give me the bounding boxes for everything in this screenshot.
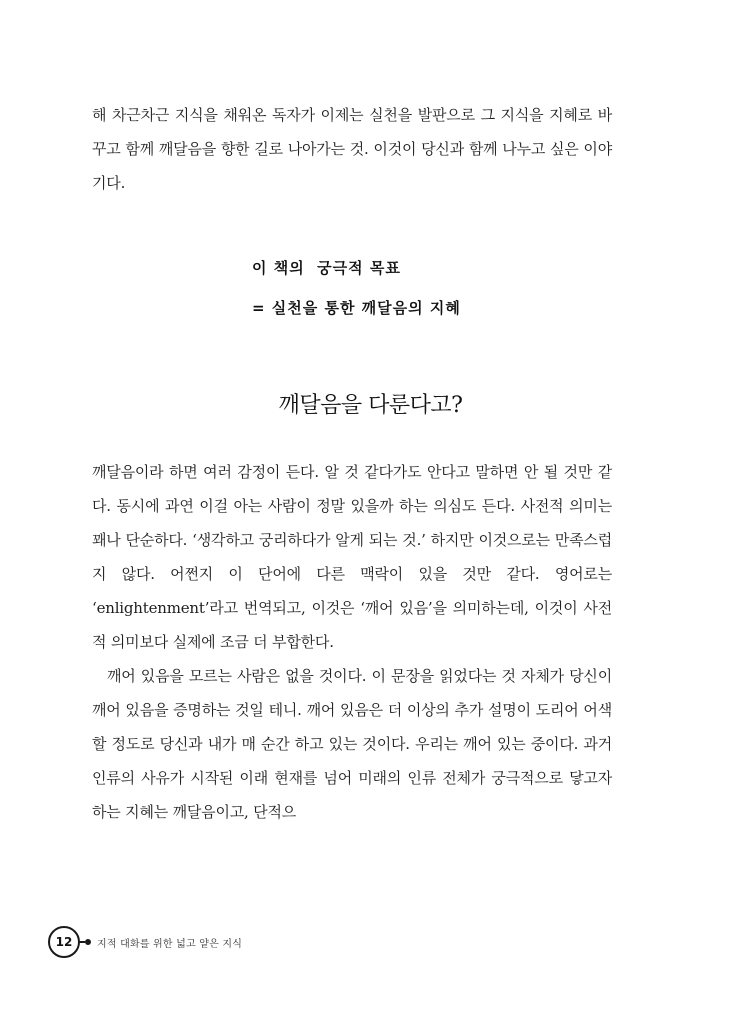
- connector-dot-icon: [85, 939, 91, 945]
- page-footer: [48, 926, 242, 958]
- goal-highlight-box: [252, 248, 461, 328]
- page-number: 12: [55, 935, 73, 949]
- running-book-title: 지적 대화를 위한 넓고 얕은 지식: [97, 938, 243, 950]
- footer-connector-icon: [79, 939, 91, 945]
- intro-paragraph: 해 차근차근 지식을 채워온 독자가 이제는 실천을 발판으로 그 지식을 지혜로 바꾸고 함께 깨달음을 향한 길로 나아가는 것. 이것이 당신과 함께 나누고 싶은 이야기다.: [92, 106, 612, 192]
- section-text-block: [92, 455, 612, 829]
- intro-text-block: [92, 98, 612, 200]
- section-paragraph-2: 깨어 있음을 모르는 사람은 없을 것이다. 이 문장을 읽었다는 것 자체가 당신이 깨어 있음을 증명하는 것일 테니. 깨어 있음은 더 이상의 추가 설명이 도리어 어색할 정도로 당신과 내가 매 순간 하고 있는 것이다. 우리는 깨어 있는 중이다. 과거 인류의 사유가 시작된 이래 현재를 넘어 미래의 인류 전체가 궁극적으로 닿고자 하는 지혜는 깨달음이고, 단적으: [92, 667, 612, 821]
- goal-line-1: 이 책의 궁극적 목표: [252, 259, 401, 277]
- goal-line-2: = 실천을 통한 깨달음의 지혜: [252, 299, 461, 317]
- section-heading: 깨달음을 다룬다고?: [278, 393, 463, 418]
- page-number-badge: [48, 926, 80, 958]
- section-paragraph-1: 깨달음이라 하면 여러 감정이 든다. 알 것 같다가도 안다고 말하면 안 될 것만 같다. 동시에 과연 이걸 아는 사람이 정말 있을까 하는 의심도 든다. 사전적 의미는 꽤나 단순하다. ‘생각하고 궁리하다가 알게 되는 것.’ 하지만 이것으로는 만족스럽지 않다. 어쩐지 이 단어에 다른 맥락이 있을 것만 같다. 영어로는 ‘enlightenment’라고 번역되고, 이것은 ‘깨어 있음’을 의미하는데, 이것이 사전적 의미보다 실제에 조금 더 부합한다.: [92, 463, 612, 651]
